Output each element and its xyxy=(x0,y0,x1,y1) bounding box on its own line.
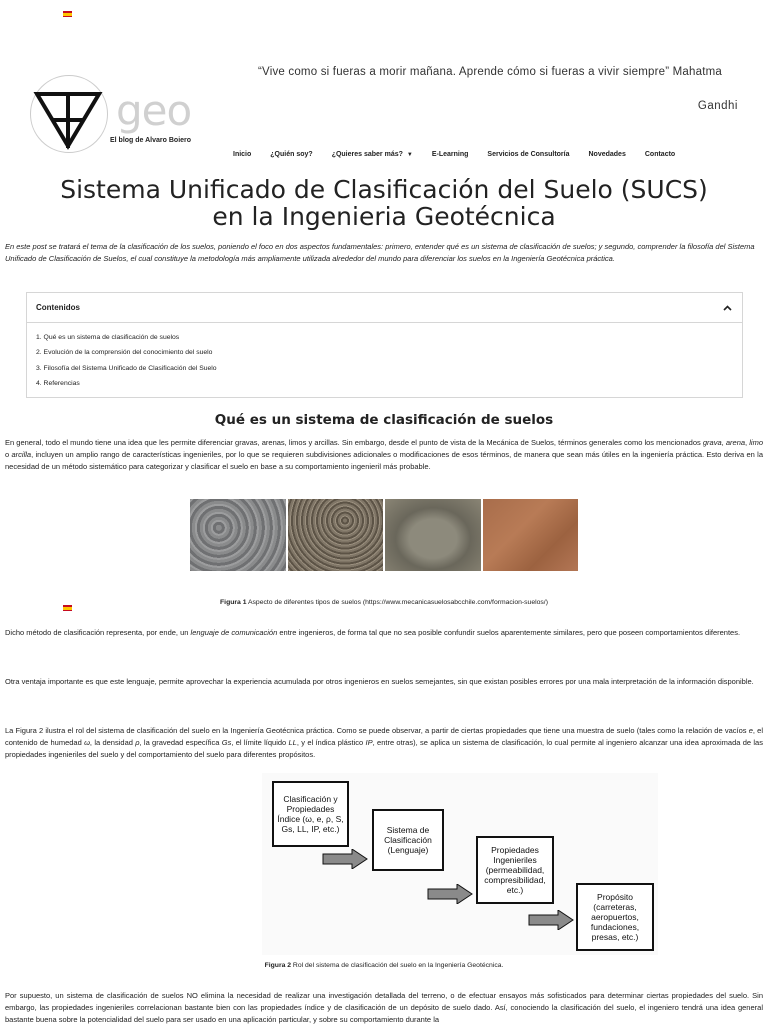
earth-symbol-icon xyxy=(33,90,103,150)
toc-heading: Contenidos xyxy=(36,303,80,312)
page-title-line1: Sistema Unificado de Clasificación del Suelo (SUCS) xyxy=(60,175,708,204)
emphasis: arcilla xyxy=(11,450,32,460)
toc-item[interactable]: 1. Qué es un sistema de clasificación de suelos xyxy=(36,334,180,341)
paragraph-3: Otra ventaja importante es que este lenguaje, permite aprovechar la experiencia acumulada por otros ingenieros en suelos semejantes, sin que existan posibles errores por una mala interpretación de la información disponible. xyxy=(5,677,754,686)
emphasis: ρ xyxy=(135,738,140,748)
header-quote: “Vive como si fueras a morir mañana. Aprende cómo si fueras a vivir siempre” Mahatma xyxy=(258,66,722,78)
toc-item[interactable]: 2. Evolución de la comprensión del conocimiento del suelo xyxy=(36,349,213,357)
emphasis: e xyxy=(748,726,753,735)
text-run: Dicho método de clasificación representa, por ende, un xyxy=(5,628,191,637)
figure-2-caption xyxy=(0,962,768,969)
nav-item-saber-mas-label: ¿Quieres saber más? xyxy=(331,151,403,158)
chevron-up-icon[interactable] xyxy=(723,305,732,311)
emphasis: IP xyxy=(365,738,373,748)
right-arrow-icon xyxy=(322,849,368,869)
text-run: , la gravedad específica xyxy=(139,738,222,748)
text-run: , incluyen un amplio rango de características ingenieriles, por lo que se requieren subdivisiones adicionales o modificaciones de esos términos, de manera que sean más útiles en la ingeniería práctica. Esto deriva en la necesidad de un método sistemático para categorizar y clasificar el suelo en base a su comportamiento ingenieril más probable. xyxy=(5,450,763,472)
table-of-contents xyxy=(26,292,743,398)
figure-caption-text: Aspecto de diferentes tipos de suelos (https://www.mecanicasuelosabcchile.com/formacion-suelos/) xyxy=(246,599,548,606)
emphasis: LL xyxy=(288,738,297,748)
paragraph-5: Por supuesto, un sistema de clasificación de suelos NO elimina la necesidad de realizar una investigación detallada del terreno, o de efectuar ensayos más sofisticados para determinar ciertas propiedades del suelo. Sin embargo, las propiedades ingenieriles correlacionan bastante bien con las propiedades índice y de clasificación de un depósito de suelo dado. Así, conociendo la clasificación del suelo, el ingeniero tendrá una idea general bastante buena sobre la potencialidad del suelo para ser usado en una aplicación particular, y sobre su comportamiento durante la xyxy=(5,991,763,1024)
text-run: , y el índica plástico xyxy=(296,738,366,748)
diagram-box-classification-system: Sistema de Clasificación (Lenguaje) xyxy=(372,809,444,871)
nav-item-elearning[interactable]: E-Learning xyxy=(431,151,469,158)
emphasis: grava xyxy=(702,438,722,447)
diagram-box-index-properties: Clasificación y Propiedades Índice (ω, e, ρ, S, Gs, LL, IP, etc.) xyxy=(272,781,349,847)
nav-item-contacto[interactable]: Contacto xyxy=(644,151,676,158)
text-run: entre ingenieros, de forma tal que no sea posible confundir suelos aparentemente similares, pero que poseen comportamientos diferentes. xyxy=(277,628,741,637)
paragraph-2 xyxy=(5,627,763,639)
silt-photo xyxy=(385,499,481,571)
toc-list xyxy=(27,323,742,392)
classification-flow-diagram xyxy=(262,773,658,955)
toc-item[interactable]: 4. Referencias xyxy=(36,380,80,388)
emphasis: lenguaje de comunicación xyxy=(190,628,278,637)
nav-item-inicio[interactable]: Inicio xyxy=(233,151,252,158)
diagram-box-purpose: Propósito (carreteras, aeropuertos, fundaciones, presas, etc.) xyxy=(576,883,654,951)
toc-header[interactable] xyxy=(27,293,742,323)
logo-tagline: El blog de Alvaro Boiero xyxy=(110,137,192,144)
spanish-flag-icon[interactable] xyxy=(63,605,72,611)
nav-item-consultoria[interactable]: Servicios de Consultoría xyxy=(487,151,570,158)
toc-item[interactable]: 3. Filosofía del Sistema Unificado de Clasificación del Suelo xyxy=(36,364,217,372)
figure-label: Figura 2 xyxy=(264,962,292,969)
paragraph-4 xyxy=(5,725,763,762)
emphasis: arena xyxy=(725,438,746,447)
emphasis: ω xyxy=(84,738,90,748)
emphasis: Gs xyxy=(221,738,232,748)
intro-paragraph: En este post se tratará el tema de la clasificación de los suelos, poniendo el foco en dos aspectos fundamentales: primero, entender qué es un sistema de clasificación de suelos; y segundo, comprender la filosofía del Sistema Unificado de Clasificación de Suelos, el cual constituye la metodología más ampliamente utilizada alrededor del mundo para diferenciar los suelos en la Ingeniería Geotécnica práctica. xyxy=(5,242,755,263)
soil-photos-figure xyxy=(190,499,578,571)
page-title xyxy=(0,176,768,230)
figure-caption-text: Rol del sistema de clasificación del suelo en la Ingeniería Geotécnica. xyxy=(291,962,504,969)
page-title-line2: en la Ingenieria Geotécnica xyxy=(212,202,556,231)
emphasis: limo xyxy=(749,438,764,447)
diagram-box-engineering-properties: Propiedades Ingenieriles (permeabilidad, compresibilidad, etc.) xyxy=(476,836,554,904)
gravel-photo xyxy=(190,499,286,571)
header-quote-author: Gandhi xyxy=(697,100,738,112)
clay-photo xyxy=(483,499,579,571)
text-run: , el contenido de humedad xyxy=(5,726,763,748)
text-run: , entre otras), se aplica un sistema de clasificación, lo cual permite al ingeniero alcanzar una idea aproximada de las propiedades ingenieriles del suelo y del comportamiento del suelo para diferentes propósitos. xyxy=(5,738,763,760)
nav-item-saber-mas[interactable] xyxy=(332,151,413,158)
section-heading: Qué es un sistema de clasificación de suelos xyxy=(214,412,554,428)
logo-wordmark: geo xyxy=(116,86,192,135)
figure-label: Figura 1 xyxy=(220,599,247,606)
paragraph-1: En general, todo el mundo tiene una idea que les permite diferenciar gravas, arenas, limos y arcillas. Sin embargo, desde el punto de vista de la Mecánica de Suelos, términos generales como los mencionados grava, arena, limo o arcilla, incluyen un amplio rango de características ingenieriles, por lo que se requieren subdivisiones adicionales o modificaciones de esos términos, de manera que sean más útiles en la ingeniería práctica. Esto deriva en la necesidad de un método sistemático para categorizar y clasificar el suelo en base a su comportamiento ingenieril más probable. xyxy=(5,438,764,472)
chevron-down-icon: ▼ xyxy=(406,152,413,158)
text-run: , la densidad xyxy=(89,738,136,748)
nav-item-novedades[interactable]: Novedades xyxy=(588,151,626,158)
text-run: La Figura 2 ilustra el rol del sistema de clasificación del suelo en la Ingeniería Geotécnica práctica. Como se puede observar, a partir de ciertas propiedades que tiene una muestra de suelo (tales como la relación de vacíos xyxy=(5,726,749,735)
spanish-flag-icon[interactable] xyxy=(63,11,72,17)
nav-item-quien-soy[interactable]: ¿Quién soy? xyxy=(270,151,313,158)
text-run: En general, todo el mundo tiene una idea que les permite diferenciar gravas, arenas, limos y arcillas. Sin embargo, desde el punto de vista de la Mecánica de Suelos, términos generales como los mencionados xyxy=(5,438,703,447)
figure-1-caption xyxy=(0,599,768,606)
right-arrow-icon xyxy=(528,910,574,930)
sand-photo xyxy=(288,499,384,571)
right-arrow-icon xyxy=(427,884,473,904)
main-nav xyxy=(233,151,675,158)
text-run: , el límite líquido xyxy=(231,738,289,748)
